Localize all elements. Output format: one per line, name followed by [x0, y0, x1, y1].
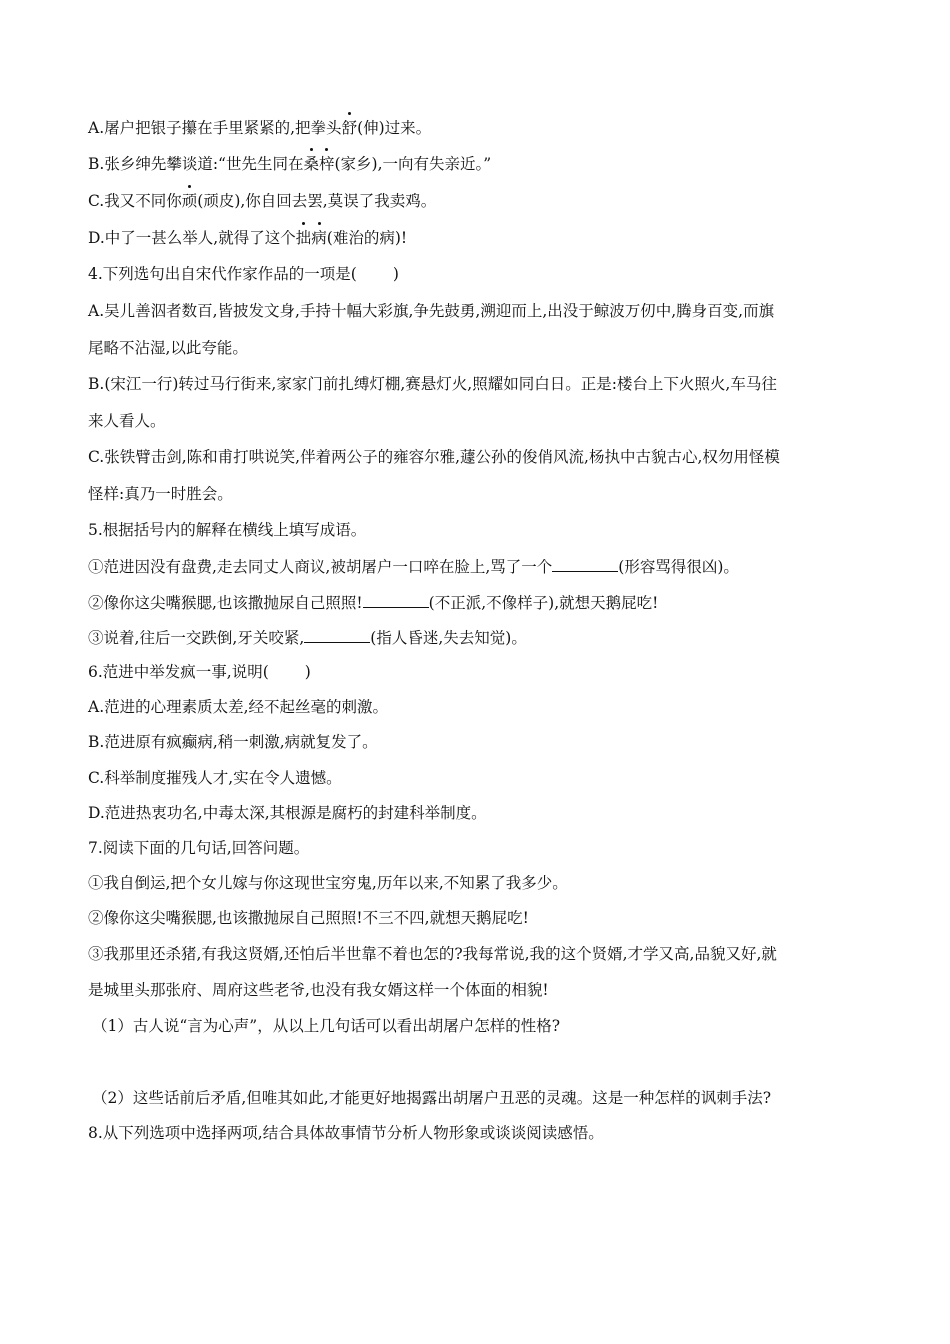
- q3-option-d: [88, 228, 868, 248]
- q7-sentence-2: ②像你这尖嘴猴腮,也该撒抛尿自己照照!不三不四,就想天鹅屁吃!: [88, 909, 529, 927]
- q7-subquestion-1: （1）古人说“言为心声”，从以上几句话可以看出胡屠户怎样的性格?: [92, 1017, 561, 1035]
- question-paren: ): [392, 265, 399, 283]
- q5-stem: 5.根据括号内的解释在横线上填写成语。: [88, 521, 367, 539]
- q5-item-3: [88, 627, 868, 648]
- emphasis-char: 拙: [295, 229, 312, 247]
- option-text: C.我又不同你: [88, 192, 182, 210]
- option-gloss: (伸)过来。: [357, 119, 432, 137]
- q3-option-b: [88, 154, 868, 174]
- option-text: A.屠户把银子攥在手里紧紧的,把拳头: [88, 119, 342, 137]
- q4-option-a-line2: 尾略不沾湿,以此夸能。: [88, 339, 248, 357]
- option-text: B.张乡绅先攀谈道:“世先生同在: [88, 155, 304, 173]
- item-hint: (不正派,不像样子),就想天鹅屁吃!: [428, 594, 659, 612]
- q3-option-c: [88, 191, 868, 211]
- question-text: 4.下列选句出自宋代作家作品的一项是(: [88, 265, 357, 283]
- item-hint: (指人昏迷,失去知觉)。: [370, 629, 527, 647]
- q7-subquestion-2: （2）这些话前后矛盾,但唯其如此,才能更好地揭露出胡屠户丑恶的灵魂。这是一种怎样的讽刺手法?: [92, 1089, 772, 1107]
- fill-blank: [363, 592, 429, 608]
- option-text: D.中了一甚么举人,就得了这个: [88, 229, 296, 247]
- q5-item-1: [88, 556, 868, 577]
- option-gloss: (家乡),一向有失亲近。”: [334, 155, 492, 173]
- q6-stem: [88, 662, 868, 682]
- item-text: ③说着,往后一交跌倒,牙关咬紧,: [88, 629, 305, 647]
- q6-option-b: B.范进原有疯癫病,稍一刺激,病就复发了。: [88, 733, 378, 751]
- emphasis-char: 顽: [181, 192, 198, 210]
- fill-blank: [304, 627, 370, 643]
- q5-item-2: [88, 592, 868, 613]
- q8-stem: 8.从下列选项中选择两项,结合具体故事情节分析人物形象或谈谈阅读感悟。: [88, 1124, 604, 1142]
- q7-sentence-3-line2: 是城里头那张府、周府这些老爷,也没有我女婿这样一个体面的相貌!: [88, 981, 549, 999]
- q6-option-d: D.范进热衷功名,中毒太深,其根源是腐朽的封建科举制度。: [88, 804, 487, 822]
- q4-option-b-line1: B.(宋江一行)转过马行街来,家家门前扎缚灯棚,赛悬灯火,照耀如同白日。正是:楼台上下火照火,车马往: [88, 375, 777, 393]
- q4-option-c-line1: C.张铁臂击剑,陈和甫打哄说笑,伴着两公子的雍容尔雅,蘧公孙的俊俏风流,杨执中古貌古心,权勿用怪模: [88, 448, 780, 466]
- item-hint: (形容骂得很凶)。: [618, 558, 739, 576]
- q6-option-a: A.范进的心理素质太差,经不起丝毫的刺激。: [88, 698, 389, 716]
- q7-stem: 7.阅读下面的几句话,回答问题。: [88, 839, 310, 857]
- q4-option-b-line2: 来人看人。: [88, 412, 166, 430]
- q4-option-c-line2: 怪样:真乃一时胜会。: [88, 485, 233, 503]
- option-gloss: (顽皮),你自回去罢,莫误了我卖鸡。: [197, 192, 437, 210]
- item-text: ②像你这尖嘴猴腮,也该撒抛尿自己照照!: [88, 594, 363, 612]
- q3-option-a: [88, 118, 868, 138]
- q7-sentence-3-line1: ③我那里还杀猪,有我这贤婿,还怕后半世靠不着也怎的?我每常说,我的这个贤婿,才学又高,品貌又好,就: [88, 945, 777, 963]
- emphasis-char: 桑: [303, 155, 319, 173]
- emphasis-char: 舒: [341, 119, 358, 137]
- q4-stem: [88, 264, 868, 284]
- fill-blank: [552, 556, 618, 572]
- q7-sentence-1: ①我自倒运,把个女儿嫁与你这现世宝穷鬼,历年以来,不知累了我多少。: [88, 874, 568, 892]
- question-text: 6.范进中举发疯一事,说明(: [88, 663, 269, 681]
- q4-option-a-line1: A.吴儿善泅者数百,皆披发文身,手持十幅大彩旗,争先鼓勇,溯迎而上,出没于鲸波万仞中,腾身百变,而旗: [88, 302, 775, 320]
- option-gloss: (难治的病)!: [326, 229, 408, 247]
- emphasis-char: 病: [311, 229, 327, 247]
- emphasis-char: 梓: [318, 155, 335, 173]
- item-text: ①范进因没有盘费,走去同丈人商议,被胡屠户一口啐在脸上,骂了一个: [88, 558, 553, 576]
- q6-option-c: C.科举制度摧残人才,实在令人遗憾。: [88, 769, 342, 787]
- question-paren: ): [304, 663, 311, 681]
